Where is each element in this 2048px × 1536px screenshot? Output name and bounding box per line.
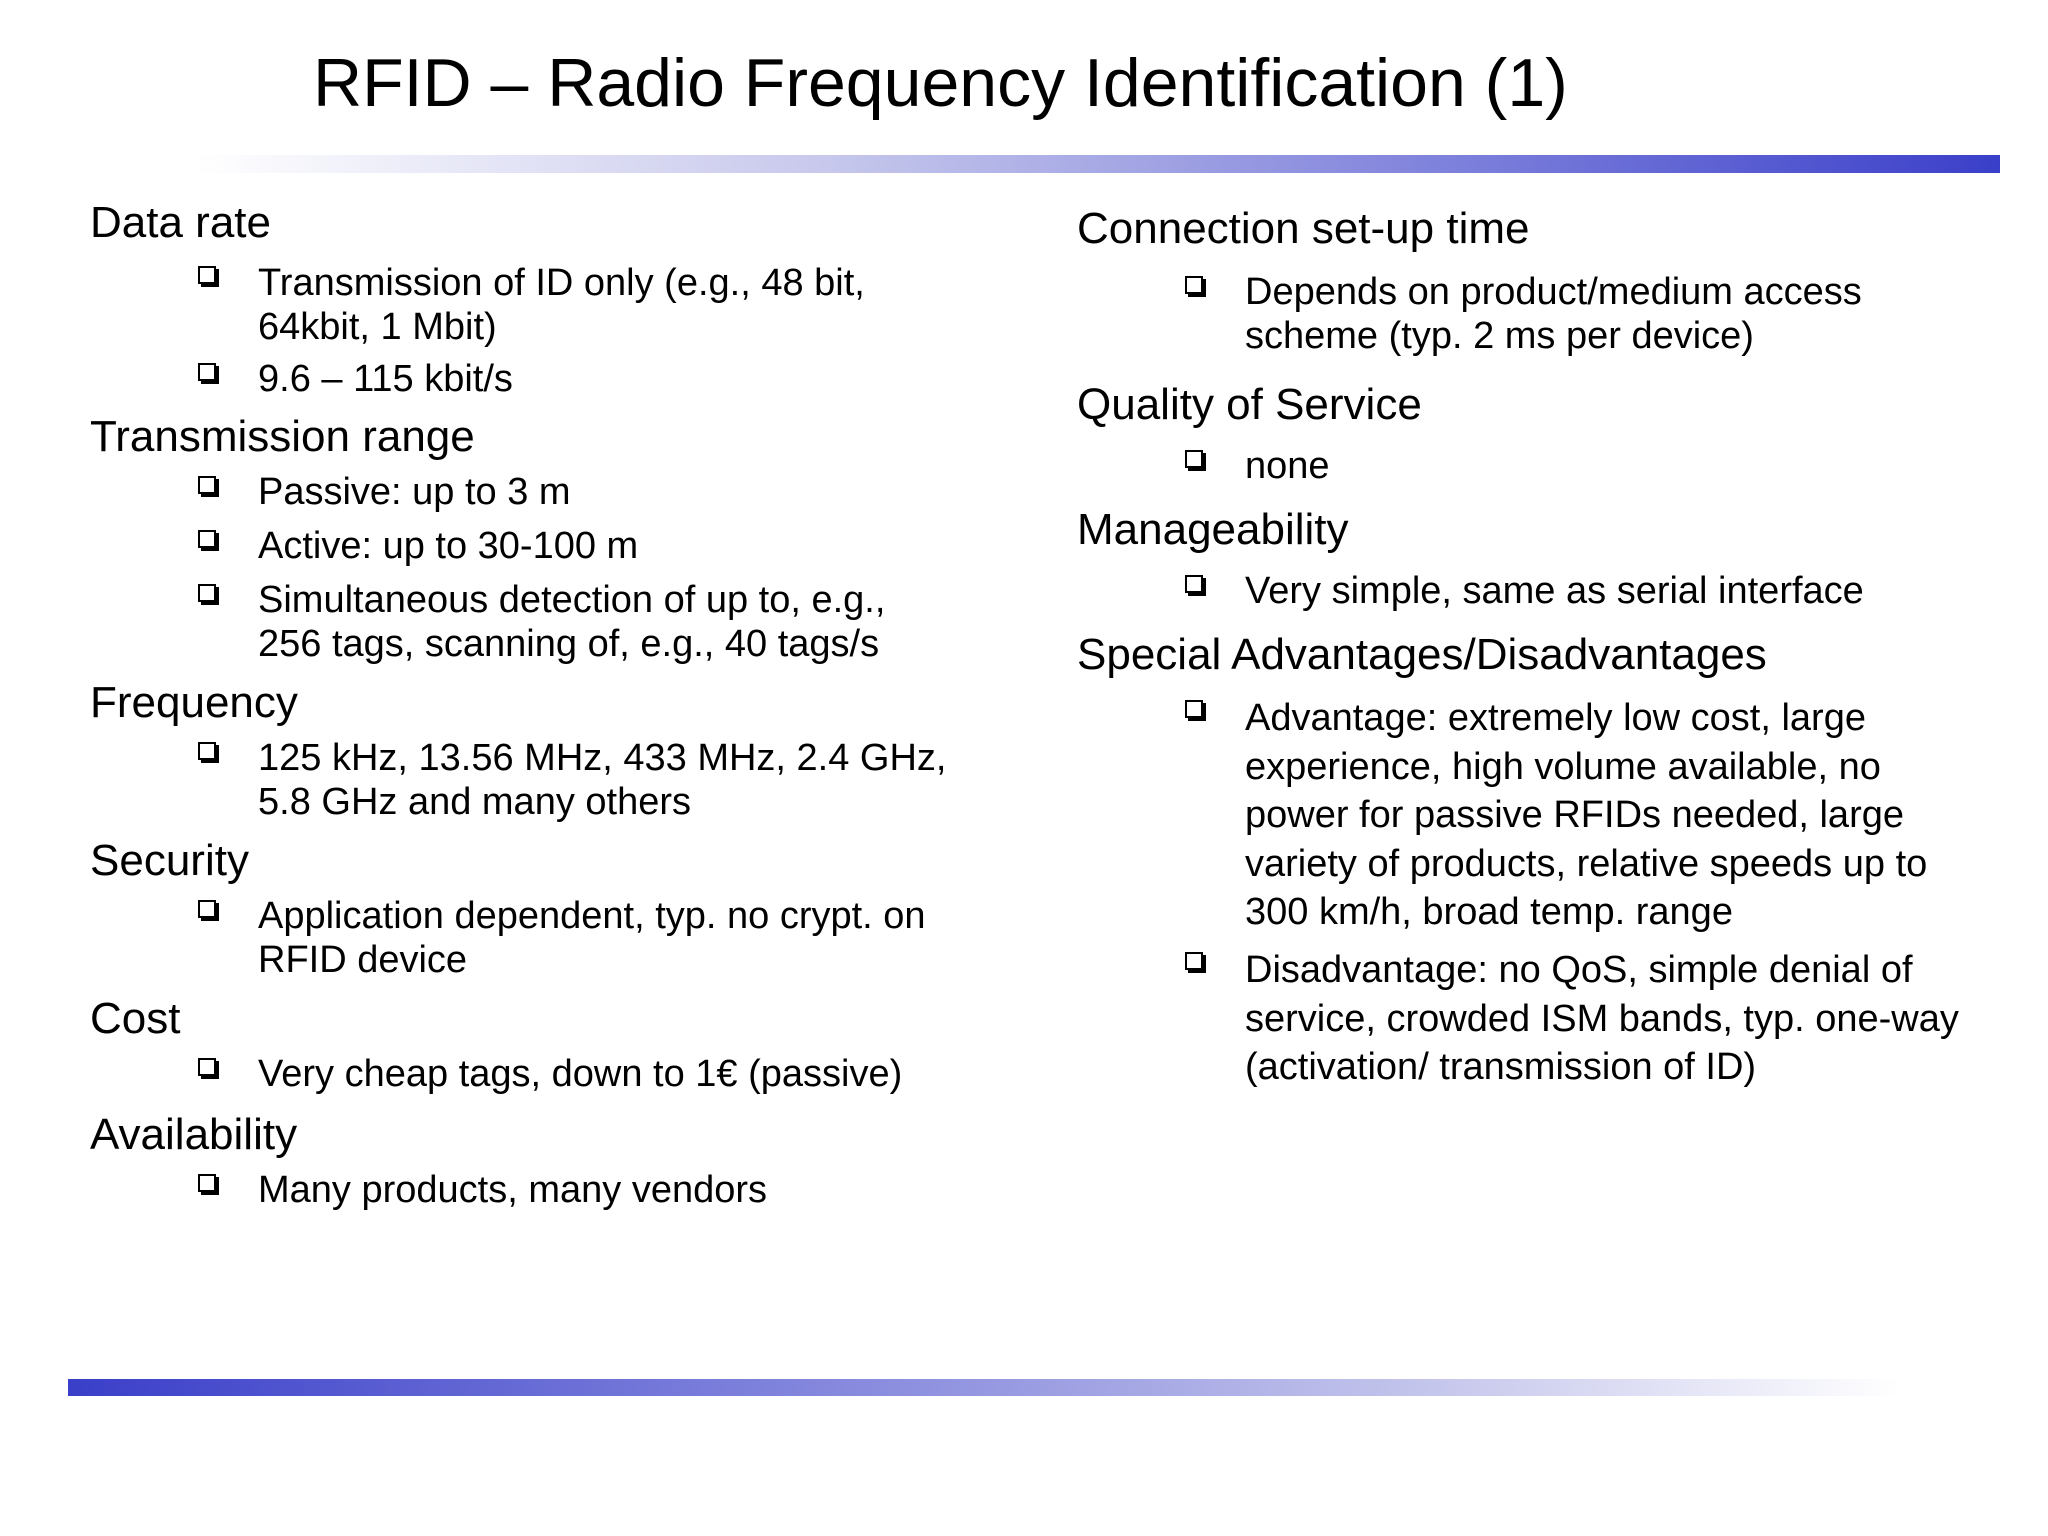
checkbox-bullet-icon xyxy=(1185,276,1203,294)
list-item: Application dependent, typ. no crypt. on RFID device xyxy=(258,895,926,981)
list-item: Active: up to 30-100 m xyxy=(258,525,639,567)
heading-transmission-range: Transmission range xyxy=(90,412,475,461)
list-item: Very cheap tags, down to 1€ (passive) xyxy=(258,1053,903,1095)
list-item: Depends on product/medium access scheme (typ. 2 ms per device) xyxy=(1245,271,1862,357)
checkbox-bullet-icon xyxy=(1185,450,1203,468)
checkbox-bullet-icon xyxy=(198,1174,216,1192)
list-item: Many products, many vendors xyxy=(258,1169,768,1211)
checkbox-bullet-icon xyxy=(198,584,216,602)
heading-data-rate: Data rate xyxy=(90,198,271,247)
heading-frequency: Frequency xyxy=(90,678,298,727)
checkbox-bullet-icon xyxy=(1185,952,1203,970)
list-item: Passive: up to 3 m xyxy=(258,471,571,513)
checkbox-bullet-icon xyxy=(198,476,216,494)
heading-connection-setup-time: Connection set-up time xyxy=(1077,204,1530,253)
top-gradient-bar xyxy=(195,155,2000,173)
checkbox-bullet-icon xyxy=(1185,700,1203,718)
heading-special-advantages-disadvantages: Special Advantages/Disadvantages xyxy=(1077,630,1767,679)
heading-security: Security xyxy=(90,836,249,885)
checkbox-bullet-icon xyxy=(198,742,216,760)
checkbox-bullet-icon xyxy=(198,530,216,548)
list-item: Very simple, same as serial interface xyxy=(1245,570,1864,612)
checkbox-bullet-icon xyxy=(198,266,216,284)
list-item: Disadvantage: no QoS, simple denial of service, crowded ISM bands, typ. one-way (activation/ transmission of ID) xyxy=(1245,949,1959,1088)
heading-quality-of-service: Quality of Service xyxy=(1077,380,1422,429)
list-item: none xyxy=(1245,445,1330,487)
list-item: Advantage: extremely low cost, large experience, high volume available, no power for passive RFIDs needed, large variety of products, relative speeds up to 300 km/h, broad temp. range xyxy=(1245,697,1928,933)
heading-availability: Availability xyxy=(90,1110,298,1159)
list-item: 9.6 – 115 kbit/s xyxy=(258,358,513,400)
checkbox-bullet-icon xyxy=(198,1058,216,1076)
checkbox-bullet-icon xyxy=(198,363,216,381)
list-item: Simultaneous detection of up to, e.g., 256 tags, scanning of, e.g., 40 tags/s xyxy=(258,579,886,665)
list-item: Transmission of ID only (e.g., 48 bit, 64kbit, 1 Mbit) xyxy=(258,262,865,348)
checkbox-bullet-icon xyxy=(198,900,216,918)
list-item: 125 kHz, 13.56 MHz, 433 MHz, 2.4 GHz, 5.8 GHz and many others xyxy=(258,737,947,823)
slide-title: RFID – Radio Frequency Identification (1) xyxy=(313,45,1568,121)
heading-cost: Cost xyxy=(90,994,181,1043)
bottom-gradient-bar xyxy=(68,1379,1900,1396)
checkbox-bullet-icon xyxy=(1185,575,1203,593)
heading-manageability: Manageability xyxy=(1077,505,1349,554)
